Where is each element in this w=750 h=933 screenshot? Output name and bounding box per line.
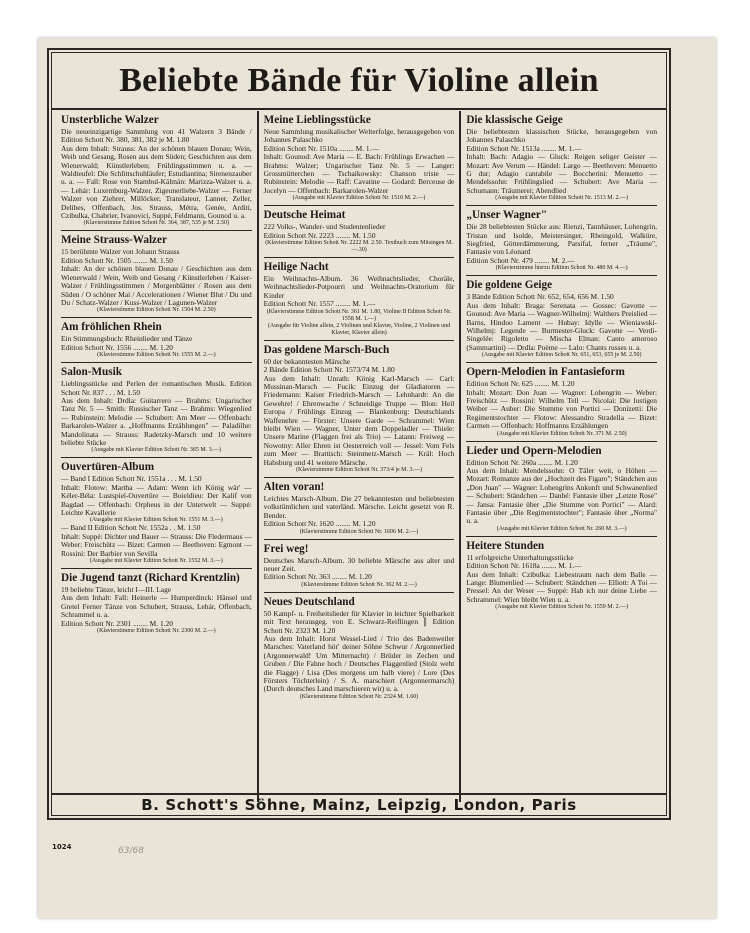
entry-text: Inhalt: Bach: Adagio — Gluck: Reigen seliger Geister — Mozart: Ave Verum — Händel: Largo — Beethoven: Menuetto G dur; Adagio cantabile — Boccherini: Menuetto — Mendelssohn: Frühlingslied — Schubert: Ave Maria — Schumann: Träumerei; Abendlied: [466, 152, 658, 195]
catalogue-entry: [264, 206, 455, 258]
entry-heading: Deutsche Heimat: [263, 209, 346, 222]
catalogue-entry: [264, 478, 455, 540]
entry-note: (Klavierstimme Edition Schott Nr. 2222 M. 2.50. Textbuch zum Mitsingen M. —.30): [265, 240, 453, 254]
entry-note: (Ausgabe mit Klavier Edition Schott Nr. 260 M. 3.—): [496, 525, 627, 532]
entry-heading: Frei weg!: [263, 542, 309, 555]
entry-note: (Ausgabe mit Klavier Edition Schott Nr. 1551 M. 3.—): [89, 517, 223, 524]
catalogue-entry: [264, 258, 455, 341]
entry-text: Edition Schott Nr. 625 ........ M. 1.20: [466, 379, 575, 389]
entry-heading: Lieder und Opern-Melodien: [466, 444, 602, 457]
catalogue-entry: [61, 111, 252, 231]
entry-note: (Ausgabe mit Klavier Edition Schott Nr. 1559 M. 2.—): [495, 604, 629, 611]
entry-text: Die 28 beliebtesten Stücke aus: Rienzi, Tannhäuser, Lohengrin, Tristan und Isolde, Meistersinger, Rheingold, Walküre, Siegfried, Götterdämmerung, Parsifal, ferner „Träume", Fantasie von Léonard: [466, 222, 658, 257]
entry-text: 3 Bände Edition Schott Nr. 652, 654, 656 M. 1.50: [466, 292, 614, 302]
entry-heading: Heitere Stunden: [466, 539, 545, 552]
entry-text: 11 erfolgreiche Unterhaltungsstücke: [466, 552, 574, 562]
entry-heading: Salon-Musik: [61, 366, 122, 379]
entry-note: (Ausgabe mit Klavier Edition Schott Nr. 1513 M. 2.—): [495, 195, 629, 202]
entry-text: Edition Schott Nr. 2223 ........ M. 1.50: [263, 230, 376, 240]
page-title: Beliebte Bände für Violine allein: [119, 62, 599, 99]
entry-note: (Klavierstimme Edition Schott Nr. 373/4 je M. 3.—): [296, 466, 422, 473]
entry-text: Aus dem Inhalt: Strauss: An der schönen blauen Donau; Wein, Weib und Gesang, Rosen aus dem Süden; Geschichten aus dem Wienerwald; Künstlerleben; Frühlingsstimmen u. a. — Waldteufel: Die Schlittschuhläufer; Estudiantina; Sirenenzauber u. a. — Fall: Rose von Stambul-Kálmán: Marizza-Walzer u. a. — Lehár: Luxemburg-Walzer, Zigeunerliebe-Walzer — Ferner Walzer von Ziehrer, Millöcker, Translateur, Lanner, Zeller, Delibes, Offenbach, Jos. Strauss, Métra, Genée, Arditi, Czibulka, Chabrier, Ivanovici, Suppé, Feldmann, Gounod u. a.: [61, 143, 252, 221]
entry-text: Aus dem Inhalt: Unrath: König Karl-Marsch — Carl: Mussinan-Marsch — Fucik: Einzug der Gladiatoren — Friedemann: Kaiser Friedrich-Marsch — Lehnhardt: An die Gewehre! / Ehrenwache / Schneidige Truppe — Blon: Heil Europa / Frühlings Einzug — Blankenburg: Deutschlands Waffenehre — Förster: Unsere Garde — Schrammel: Wien bleibt Wien — Wagner, Unter dem Doppeladler — Thiele: Unsere Marine (Flaggen frei als Trio) — Latann: Freiweg — Nowotny: Aller Ehren ist Oesterreich voll — Jessel: Vom Fels zum Meer — Brattisch: Steinmetz-Marsch — Král: Hoch Habsburg und 41 weitere Märsche.: [263, 373, 455, 467]
plate-number: 1024: [52, 843, 72, 851]
entry-note: (Klavierstimme Edition Schott Nr. 1504 M. 2.50): [97, 307, 216, 314]
entry-text: Edition Schott Nr. 1557 ........ M. 1.—: [263, 299, 376, 309]
entry-text: Edition Schott Nr. 1510a ........ M. 1.—: [263, 143, 379, 153]
entry-text: 2 Bände Edition Schott Nr. 1573/74 M. 1.80: [263, 365, 395, 375]
entry-text: Deutsches Marsch-Album. 30 beliebte Märsche aus alter und neuer Zeit.: [263, 555, 455, 573]
entry-text: Edition Schott Nr. 1513a ........ M. 1.—: [466, 143, 582, 153]
entry-note: (Ausgabe mit Klavier Edition Schott Nr. 1552 M. 3.—): [89, 558, 223, 565]
entry-heading: Ouvertüren-Album: [61, 461, 155, 474]
pencil-note: 63/68: [118, 846, 144, 856]
entry-text: Ein Weihnachts-Album. 36 Weihnachtslieder, Choräle, Weihnachtslieder-Potpourri und Weihnachts-Oratorium für Kinder: [263, 274, 455, 300]
catalogue-entry: [264, 341, 455, 478]
entry-heading: Am fröhlichen Rhein: [61, 321, 162, 334]
entry-note: (Ausgabe mit Klavier Edition Schott Nr. 365 M. 3.—): [91, 447, 222, 454]
entry-text: Lieblingsstücke und Perlen der romantischen Musik. Edition Schott Nr. 837 . . . M. 1.50: [61, 379, 252, 397]
entry-note: (Klavierstimme Edition Schott Nr. 1606 M. 2.—): [299, 528, 419, 535]
entry-heading: Das goldene Marsch-Buch: [263, 343, 390, 356]
catalogue-columns: [56, 111, 662, 802]
entry-text: Aus dem Inhalt: Horst Wessel-Lied / Trio des Badenweiler Marsches: Vaterland hör' deiner Söhne Schwur / Argonnerlied (Argonnerwald! Um Mitternacht) / Brüder in Zechen und Gruben / Die Fahne hoch / Deutsches Flaggenlied (Stolz weht die Flagge) / Lisa (Des morgens um halb viere) / Lore (Des Försters Töchterlein) / S. A. marschiert (Argonnermarsch) (Durch deutsches Land marschieren wir) u. a.: [263, 634, 455, 694]
catalogue-entry: [466, 442, 657, 537]
entry-text: Inhalt: Mozart: Don Juan — Wagner: Lohengrin — Weber: Freischütz — Rossini: Wilhelm Tell — Nicolai: Die lustigen Weiber — Auber: Die Stumme von Portici — Donizetti: Die Regimentstochter — Flotow: Alessandro Stradella — Bizet: Carmen — Offenbach: Hoffmanns Erzählungen: [466, 387, 658, 431]
entry-text: 60 der bekanntesten Märsche: [263, 356, 351, 366]
catalogue-entry: [466, 276, 657, 363]
entry-note: (Klavierstimme Edition Schott Nr. 2300 M. 2.—): [97, 628, 216, 635]
catalogue-entry: [264, 540, 455, 593]
entry-heading: Heilige Nacht: [263, 261, 329, 274]
catalogue-entry: [61, 569, 252, 638]
entry-text: Aus dem Inhalt: Drdla: Guitarrero — Brahms: Ungarischer Tanz Nr. 5 — Smith: Russischer Tanz — Brahms: Wiegenlied — Rubinstein: Melodie — Schubert: Am Meer — Offenbach: Barkarolen-Walzer a. „Hoffmanns Erzählungen" — Paladilhe: Mandolinata — Strauss: Radetzky-Marsch und 10 weitere beliebte Stücke: [61, 395, 252, 447]
catalogue-frame: [47, 48, 671, 820]
catalogue-entry: [61, 458, 252, 569]
catalogue-entry: [466, 206, 657, 276]
entry-note: (Klavierstimme hierzu Edition Schott Nr. 480 M. 4.—): [495, 265, 628, 272]
entry-text: Leichtes Marsch-Album. Die 27 bekanntesten und beliebtesten volkstümlichen und vaterländ. Märsche. Leicht gesetzt von R. Bender.: [263, 493, 455, 520]
entry-text: Edition Schott Nr. 363 ........ M. 1.20: [263, 572, 372, 582]
entry-note: (Klavierstimme Edition Schott Nr. 364, 387, 535 je M. 2.50): [83, 220, 229, 227]
entry-note: (Ausgabe mit Klavier Edition Schott Nr. 651, 653, 655 je M. 2.50): [481, 352, 642, 359]
entry-text: 19 beliebte Tänze, leicht I—III. Lage: [61, 585, 172, 595]
publisher-footer: B. Schott's Söhne, Mainz, Leipzig, London, Paris: [141, 796, 577, 814]
entry-heading: Alten voran!: [263, 480, 325, 493]
entry-heading: Die goldene Geige: [466, 279, 553, 292]
entry-heading: Meine Lieblingsstücke: [263, 114, 371, 126]
column-1: [56, 111, 259, 802]
entry-heading: Neues Deutschland: [263, 595, 355, 608]
catalogue-entry: [264, 593, 455, 704]
column-3: [461, 111, 662, 802]
entry-text: — Band II Edition Schott Nr. 1552a . . M. 1.50: [61, 523, 201, 533]
entry-text: Die neueinzigartige Sammlung von 41 Walzern 3 Bände / Edition Schott Nr. 380, 381, 382 je M. 1.80: [61, 127, 252, 145]
entry-text: Inhalt: Flotow: Martha — Adam: Wenn ich König wär' — Kéler-Béla: Lustspiel-Ouvertüre — Boieldieu: Der Kalif von Bagdad — Offenbach: Orpheus in der Unterwelt — Suppé: Leichte Kavallerie: [61, 482, 252, 517]
catalogue-entry: [61, 363, 252, 458]
catalogue-entry: [61, 318, 252, 363]
entry-text: Aus dem Inhalt: Czibulka: Liebestraum nach dem Balle — Lange: Blumenlied — Schubert: Ständchen — Elliott: A Toi — Pressel: An der Weser — Suppé: Hab ich nur deine Liebe — Schrammel: Wien bleibt Wien u. a.: [466, 569, 658, 604]
entry-text: — Band I Edition Schott Nr. 1551a . . . M. 1.50: [61, 474, 202, 484]
catalogue-entry: [466, 537, 657, 614]
entry-text: Edition Schott Nr. 479 ........ M. 2.—: [466, 255, 575, 265]
entry-text: 222 Volks-, Wander- und Studentenlieder: [263, 222, 386, 232]
entry-text: Edition Schott Nr. 2301 ........ M. 1.20: [61, 618, 173, 628]
entry-note: (Klavierstimme Edition Schott Nr. 1555 M. 2.—): [97, 352, 216, 359]
entry-text: Edition Schott Nr. 260a ........ M. 1.20: [466, 457, 578, 467]
entry-note: (Ausgabe mit Klavier Edition Schott Nr. 1510 M. 2.—): [292, 195, 426, 202]
entry-heading: Opern-Melodien in Fantasieform: [466, 366, 625, 379]
entry-heading: Die klassische Geige: [466, 114, 563, 126]
entry-note: (Klavierstimme Edition Schott Nr. 2324 M. 1.60): [299, 693, 419, 700]
entry-text: 15 berühmte Walzer von Johann Strauss: [61, 247, 180, 257]
entry-text: Aus dem Inhalt: Braga: Serenata — Gossec: Gavotte — Gounod: Ave Maria — Wagner-Wilhelmj: Walthers Preislied — Barns, Hindoo Lament — Hubay: Idylle — Wieniawski-Wilhelmj: Legende — Burmester-Gluck: Gavotte — Verdi-Singelée: Rigoletto — Mischa Elman: Canto amoroso (Sammartini) — Drdla: Poème — Lalo: Chants russes u. a.: [466, 300, 658, 352]
entry-note: (Ausgabe für Violine allein, 2 Violinen und Klavier, Violine, 2 Violinen und Klavier, Klavier allein): [267, 322, 451, 336]
entry-text: Inhalt: An der schönen blauen Donau / Geschichten aus dem Wienerwald / Wein, Weib und Gesang / Künstlerleben / Kaiser-Walzer / Frühlingsstimmen / Morgenblätter / Rosen aus dem Süden / O schöner Mai / Accelerationen / Wiener Blut / Du und Du / Schatz-Walzer / Kuss-Walzer / Lagunen-Walzer: [61, 264, 252, 307]
catalogue-entry: [466, 363, 657, 441]
catalogue-entry: [264, 111, 455, 206]
entry-text: Edition Schott Nr. 1505 ........ M. 1.50: [61, 255, 173, 265]
entry-heading: „Unser Wagner": [466, 209, 548, 222]
entry-text: Edition Schott Nr. 1556 ........ M. 1.20: [61, 342, 173, 352]
entry-note: (Klavierstimme Edition Schott Nr. 362 M. 2.—): [301, 581, 417, 588]
column-2: [259, 111, 462, 802]
entry-heading: Meine Strauss-Walzer: [61, 234, 167, 247]
entry-heading: Die Jugend tanzt (Richard Krentzlin): [61, 572, 240, 585]
catalogue-frame-inner: [51, 52, 667, 816]
entry-text: Inhalt: Gounod: Ave Maria — E. Bach: Frühlings Erwachen — Brahms: Walzer; Ungarischer Tanz Nr. 5 — Langer: Grossmütterchen — Tschaikowsky: Chanson triste — Rubinstein: Melodie — Raff: Cavatine — Godard: Berceuse de Jocelyn — Offenbach: Barkarolen-Walzer: [263, 152, 455, 195]
entry-heading: Unsterbliche Walzer: [61, 114, 159, 126]
entry-text: Inhalt: Suppé: Dichter und Bauer — Strauss: Die Fledermaus — Weber: Freischütz — Bizet: Carmen — Beethoven: Egmont — Rossini: Der Barbier von Sevilla: [61, 531, 252, 558]
entry-text: Ein Stimmungsbuch: Rheinlieder und Tänze: [61, 334, 193, 344]
entry-text: Aus dem Inhalt: Fall: Heinerle — Humperdinck: Hänsel und Gretel Ferner Tänze von Schubert, Strauss, Lehár, Offenbach, Schrammel u. a.: [61, 593, 252, 620]
entry-text: Aus dem Inhalt: Mendelssohn: O Täler weit, o Höhen — Mozart: Romanze aus der „Hochzeit des Figaro"; Ständchen aus „Don Juan" — Wagner: Lohengrins Ankunft und Schwanenlied — Schubert: Ständchen — Danbé: Fantasie über „Letzte Rose" — Jansa: Fantasie über „Die Stumme von Portici" — Alard: Fantasie über „Die Regimentstochter"; Fantasie über „Norma" u. a.: [466, 465, 658, 526]
entry-text: Edition Schott Nr. 1618a ........ M. 1.—: [466, 561, 582, 571]
entry-text: Edition Schott Nr. 1620 ........ M. 1.20: [263, 519, 376, 529]
catalogue-entry: [466, 111, 657, 206]
entry-text: 50 Kampf- u. Freiheitslieder für Klavier in leichter Spielbarkeit mit Text herausgeg. von E. Schwarz-Reiflingen ║ Edition Schott Nr. 2323 M. 1.20: [263, 608, 455, 635]
catalogue-entry: [61, 231, 252, 318]
entry-note: (Klavierstimme Edition Schott Nr. 361 M. 1.80, Violine II Edition Schott Nr. 1558 M. 1.—): [266, 308, 452, 322]
entry-text: Die beliebtesten klassischen Stücke, herausgegeben von Johannes Palaschko: [466, 127, 658, 145]
title-divider: [52, 108, 666, 110]
entry-text: Neue Sammlung musikalischer Welterfolge, herausgegeben von Johannes Palaschko: [263, 127, 455, 145]
entry-note: (Ausgabe mit Klavier Edition Schott Nr. 371 M. 2.50): [496, 430, 627, 437]
